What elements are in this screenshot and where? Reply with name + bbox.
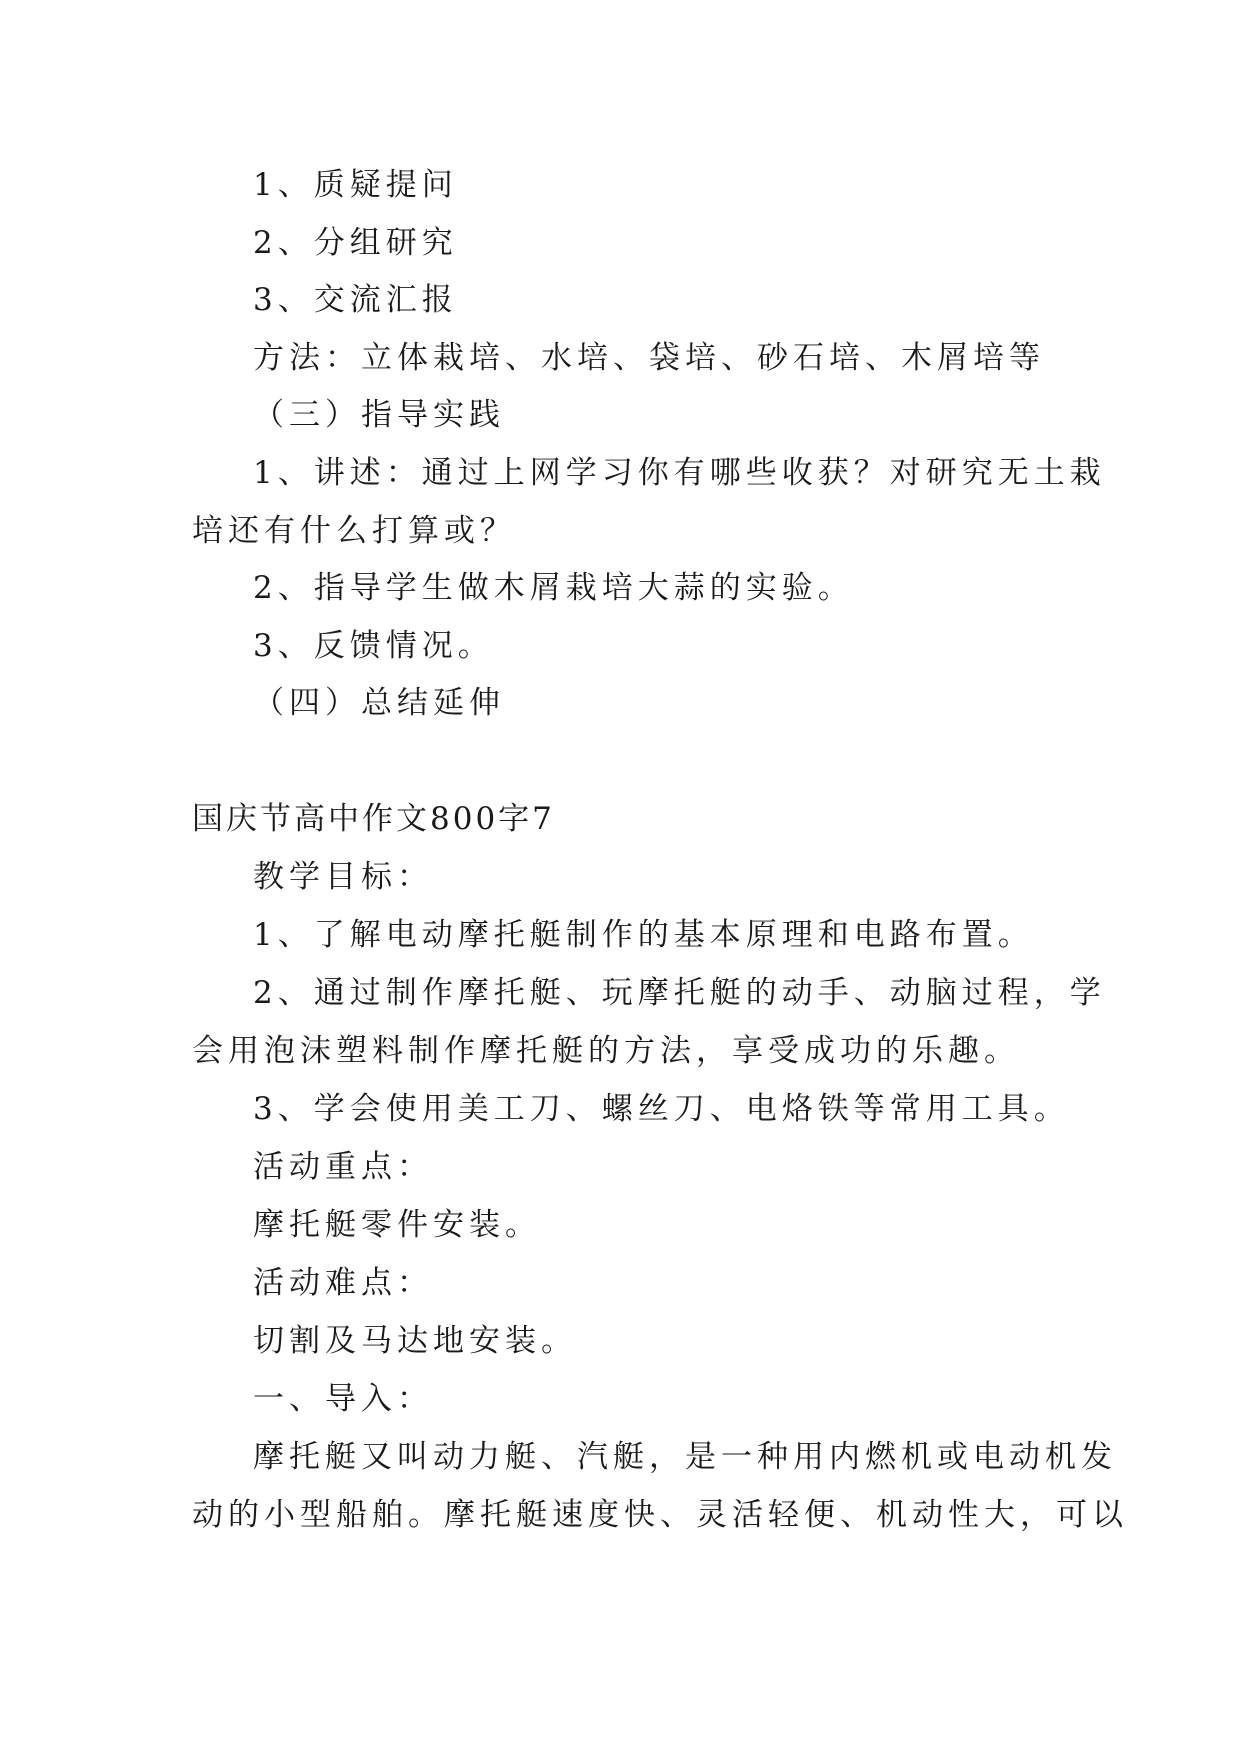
difficulty-label: 活动难点： (253, 1265, 433, 1301)
focus-text: 摩托艇零件安装。 (253, 1207, 541, 1243)
list-item: 2、分组研究 (253, 225, 458, 261)
list-item: 3、反馈情况。 (253, 628, 494, 664)
paragraph-line: 摩托艇又叫动力艇、汽艇，是一种用内燃机或电动机发 (253, 1439, 1117, 1475)
paragraph-line: 会用泡沫塑料制作摩托艇的方法，享受成功的乐趣。 (192, 1033, 1020, 1069)
intro-label: 一、导入： (253, 1381, 433, 1417)
list-item: 2、通过制作摩托艇、玩摩托艇的动手、动脑过程，学 (253, 975, 1106, 1011)
paragraph-line: 培还有什么打算或？ (192, 513, 516, 549)
methods-line: 方法：立体栽培、水培、袋培、砂石培、木屑培等 (253, 340, 1045, 376)
paragraph-line: 动的小型船舶。摩托艇速度快、灵活轻便、机动性大，可以 (192, 1497, 1128, 1533)
list-item: 1、质疑提问 (253, 167, 458, 203)
list-item: 2、指导学生做木屑栽培大蒜的实验。 (253, 570, 854, 606)
section-heading: （三）指导实践 (253, 397, 505, 433)
paragraph-line: 1、讲述：通过上网学习你有哪些收获？对研究无土栽 (253, 455, 1106, 491)
difficulty-text: 切割及马达地安装。 (253, 1323, 577, 1359)
focus-label: 活动重点： (253, 1149, 433, 1185)
list-item: 3、交流汇报 (253, 282, 458, 318)
article-title: 国庆节高中作文800字7 (192, 801, 555, 837)
section-heading: （四）总结延伸 (253, 685, 505, 721)
goals-label: 教学目标： (253, 859, 433, 895)
list-item: 3、学会使用美工刀、螺丝刀、电烙铁等常用工具。 (253, 1091, 1070, 1127)
list-item: 1、了解电动摩托艇制作的基本原理和电路布置。 (253, 917, 1034, 953)
